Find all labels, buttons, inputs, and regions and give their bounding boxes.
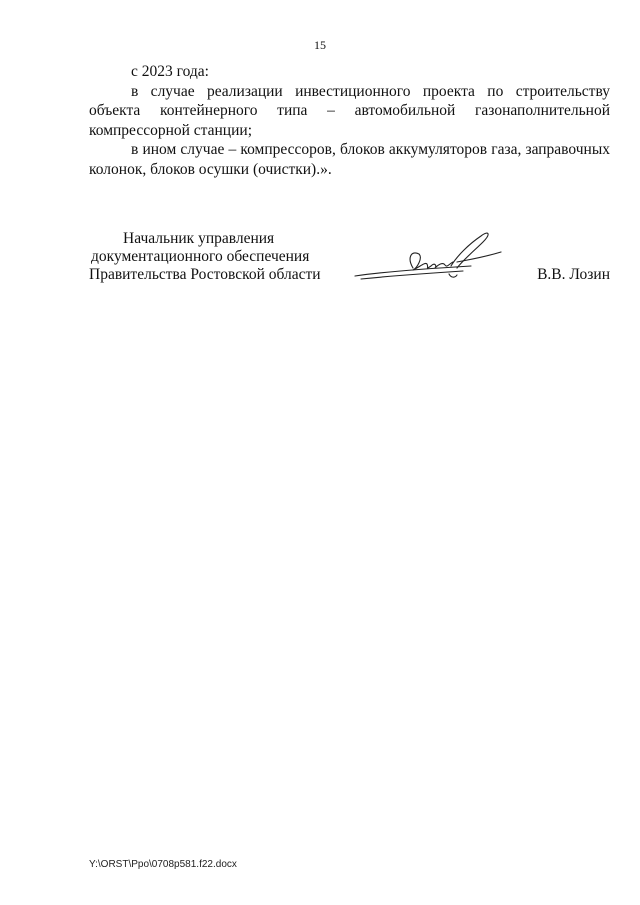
signer-title-line: Начальник управления (123, 230, 275, 247)
signer-name: В.В. Лозин (537, 266, 610, 283)
document-body (89, 62, 610, 179)
signer-title-line: Правительства Ростовской области (89, 266, 321, 283)
paragraph: в случае реализации инвестиционного проекта по строительству объекта контейнерного типа – автомобильной газонаполнительной компрессорной станции; (89, 82, 610, 139)
handwritten-signature-icon (351, 222, 511, 292)
paragraph: в ином случае – компрессоров, блоков аккумуляторов газа, заправочных колонок, блоков осушки (очистки).». (89, 141, 610, 178)
page-number: 15 (314, 38, 326, 52)
paragraph: с 2023 года: (131, 63, 209, 80)
file-path-footer: Y:\ORST\Ppo\0708p581.f22.docx (89, 859, 237, 870)
signer-title-line: документационного обеспечения (91, 248, 310, 265)
signature-block (89, 230, 610, 300)
